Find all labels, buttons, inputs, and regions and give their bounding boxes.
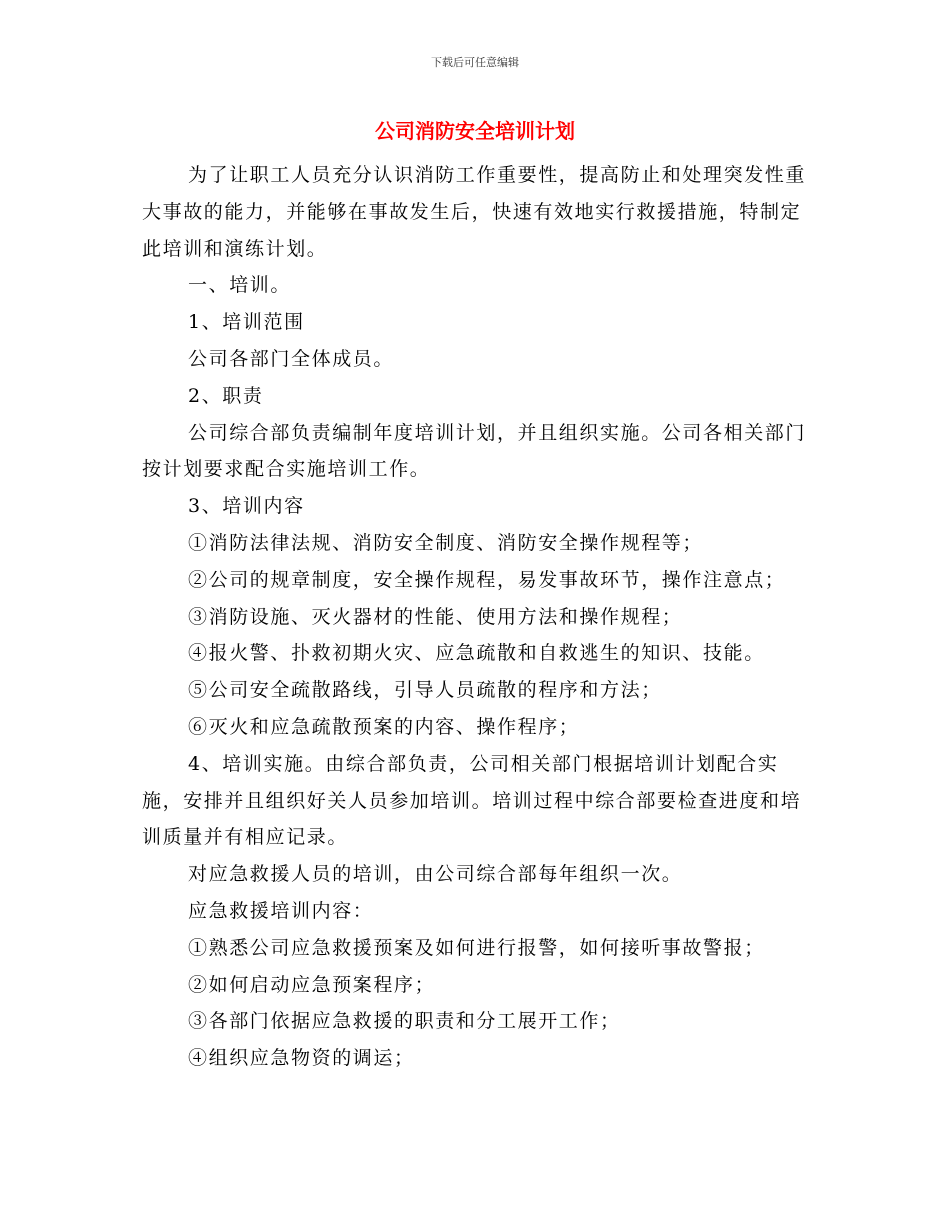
list-item: ②如何启动应急预案程序；: [188, 973, 436, 996]
header-note: 下载后可任意编辑: [431, 56, 519, 69]
document-body: [142, 157, 808, 1077]
section-heading: 一、培训。: [188, 274, 292, 297]
list-item: ①熟悉公司应急救援预案及如何进行报警，如何接听事故警报；: [188, 936, 765, 959]
list-item: ③消防设施、灭火器材的性能、使用方法和操作规程；: [188, 605, 683, 628]
paragraph: 应急救援培训内容：: [188, 899, 374, 922]
paragraph: 4、培训实施。由综合部负责，公司相关部门根据培训计划配合实施，安排并且组织好关人员参加培训。培训过程中综合部要检查进度和培训质量并有相应记录。: [142, 752, 802, 849]
paragraph: 对应急救援人员的培训，由公司综合部每年组织一次。: [188, 863, 683, 886]
list-item: ②公司的规章制度，安全操作规程，易发事故环节，操作注意点；: [188, 568, 786, 591]
paragraph: 公司综合部负责编制年度培训计划，并且组织实施。公司各相关部门按计划要求配合实施培训工作。: [142, 421, 807, 481]
subsection-heading: 2、职责: [188, 384, 264, 407]
list-item: ⑤公司安全疏散路线，引导人员疏散的程序和方法；: [188, 679, 662, 702]
subsection-heading: 3、培训内容: [188, 495, 305, 518]
list-item: ③各部门依据应急救援的职责和分工展开工作；: [188, 1010, 621, 1033]
paragraph: 为了让职工人员充分认识消防工作重要性，提高防止和处理突发性重大事故的能力，并能够在事故发生后，快速有效地实行救援措施，特制定此培训和演练计划。: [142, 164, 807, 260]
paragraph: 公司各部门全体成员。: [188, 347, 395, 370]
list-item: ④报火警、扑救初期火灾、应急疏散和自救逃生的知识、技能。: [188, 642, 765, 665]
list-item: ①消防法律法规、消防安全制度、消防安全操作规程等；: [188, 531, 704, 554]
document-title: 公司消防安全培训计划: [375, 119, 575, 143]
subsection-heading: 1、培训范围: [188, 311, 305, 334]
list-item: ⑥灭火和应急疏散预案的内容、操作程序；: [188, 715, 580, 738]
list-item: ④组织应急物资的调运；: [188, 1047, 415, 1070]
